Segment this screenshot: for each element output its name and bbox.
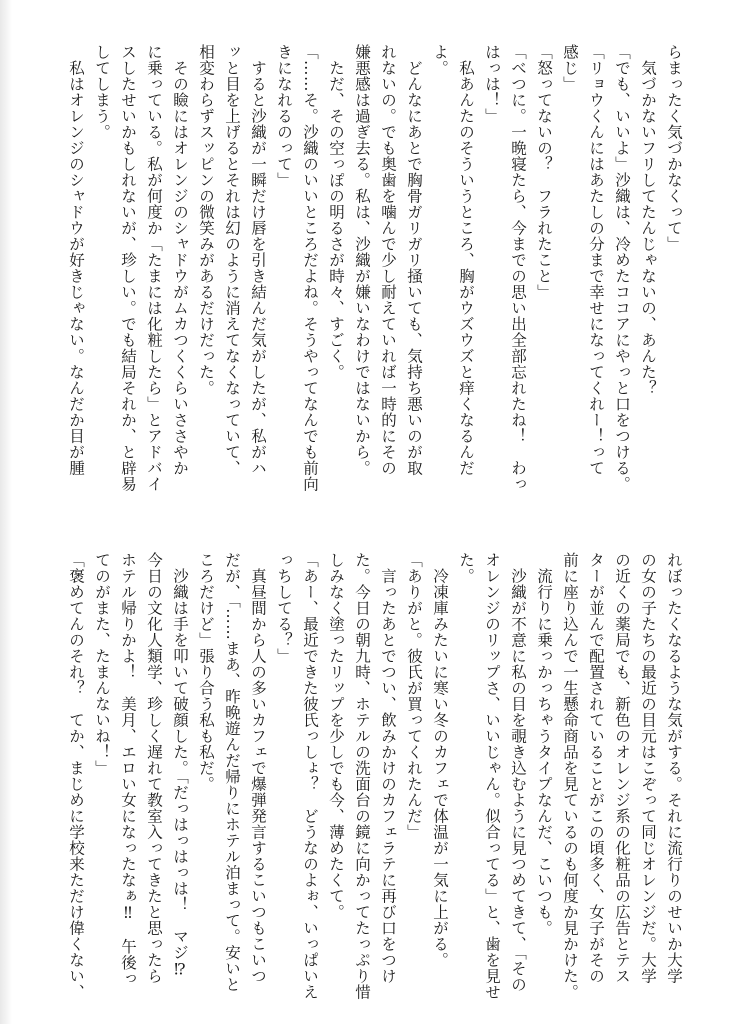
text-line: 「怒ってないの？ フラれたこと」	[535, 44, 553, 300]
text-line: 冷凍庫みたいに寒い冬のカフェで体温が一気に上がる。	[431, 552, 449, 968]
text-line: ころだけど」張り合う私も私だ。	[197, 552, 215, 792]
text-line: た。今日の朝九時、ホテルの洗面台の鏡に向かってたっぷり惜	[353, 552, 371, 1000]
text-line: れぼったくなるような気がする。それに流行りのせいか大学	[665, 552, 683, 984]
text-line: 「ありがと。彼氏が買ってくれたんだ」	[405, 552, 423, 840]
text-line: 「……そ。沙織のいいところだよね。そうやってなんでも前向	[301, 44, 319, 492]
text-line: 今日の文化人類学、珍しく遅れて教室入ってきたと思ったら	[145, 552, 163, 984]
text-line: 沙織が不意に私の目を覗き込むように見つめてきて、「その	[509, 552, 527, 993]
text-line: きになれるのって」	[275, 44, 293, 188]
text-line: 前に座り込んで一生懸命商品を見ているのも何度か見かけた。	[561, 552, 579, 1000]
text-line: 気づかないフリしてたんじゃないの、あんた？	[639, 44, 657, 396]
text-line: 言ったあとでつい、飲みかけのカフェラテに再び口をつけ	[379, 552, 397, 984]
text-line: っちしてる？」	[275, 552, 293, 664]
text-line: 流行りに乗っかっちゃうタイプなんだ、こいつも。	[535, 552, 553, 936]
text-line: ホテル帰りかよ！ 美月、エロい女になったなぁ‼ 午後っ	[119, 552, 137, 987]
text-line: はっは！」	[483, 44, 501, 124]
text-line: てのがまた、たまんないね！」	[93, 552, 111, 776]
text-line: ッと目を上げるとそれは幻のように消えてなくなっていて、	[223, 44, 241, 476]
text-line: スしたせいかもしれないが、珍しい。でも結局それか、と辟易	[119, 44, 137, 492]
text-line: 「あー、最近できた彼氏っしょ？ どうなのよぉ、いっぱいえ	[301, 552, 319, 1000]
upper-text-block	[62, 44, 687, 504]
text-line: の女の子たちの最近の目元はこぞって同じオレンジだ。大学	[639, 552, 657, 984]
text-line: 嫌悪感は過ぎ去る。私は、沙織が嫌いなわけではないから。	[353, 44, 371, 476]
lower-text-block	[62, 552, 687, 1012]
text-line: れないの。でも奥歯を噛んで少し耐えていれば一時的にその	[379, 44, 397, 476]
text-line: よ。	[431, 44, 449, 76]
page-edge-shadow	[0, 0, 12, 1024]
text-line: 沙織は手を叩いて破顔した。「だっはっはっは！ マジ⁉	[171, 552, 189, 979]
text-line: 「べつに。一晩寝たら、今までの思い出全部忘れたね！ わっ	[509, 44, 527, 492]
text-line: してしまう。	[93, 44, 111, 140]
text-line: らまったく気づかなくって」	[665, 44, 683, 252]
text-line: オレンジのリップさ、いいじゃん。似合ってる」と、歯を見せ	[483, 552, 501, 1000]
text-line: しみなく塗ったリップを少しでも今、薄めたくて。	[327, 552, 345, 920]
text-line: 真昼間から人の多いカフェで爆弾発言するこいつもこいつ	[249, 552, 267, 984]
text-line: 私はオレンジのシャドウが好きじゃない。なんだか目が腫	[67, 44, 85, 476]
text-line: 「でも、いいよ」沙織は、冷めたココアにやっと口をつける。	[613, 44, 631, 492]
text-line: た。	[457, 552, 475, 584]
text-line: 「褒めてんのそれ？ てか、まじめに学校来ただけ偉くない、	[67, 552, 85, 1000]
text-line: その瞼にはオレンジのシャドウがムカつくくらいささやか	[171, 44, 189, 476]
text-line: 私あんたのそういうところ、胸がウズウズと痒くなるんだ	[457, 44, 475, 476]
text-line: に乗っている。私が何度か「たまには化粧したら」とアドバイ	[145, 44, 163, 492]
text-line: どんなにあとで胸骨ガリガリ掻いても、気持ち悪いのが取	[405, 44, 423, 476]
text-line: だが、「……まあ、昨晩遊んだ帰りにホテル泊まって。安いと	[223, 552, 241, 993]
text-line: の近くの薬局でも、新色のオレンジ系の化粧品の広告とテス	[613, 552, 631, 984]
text-line: ターが並んで配置されていることがこの頃多く、女子がその	[587, 552, 605, 984]
text-line: 相変わらずスッピンの微笑みがあるだけだった。	[197, 44, 215, 396]
text-line: ただ、その空っぽの明るさが時々、すごく。	[327, 44, 345, 380]
text-line: 感じ」	[561, 44, 579, 92]
text-line: 「リョウくんにはあたしの分まで幸せになってくれー！って	[587, 44, 605, 476]
text-line: すると沙織が一瞬だけ唇を引き結んだ気がしたが、私がハ	[249, 44, 267, 476]
